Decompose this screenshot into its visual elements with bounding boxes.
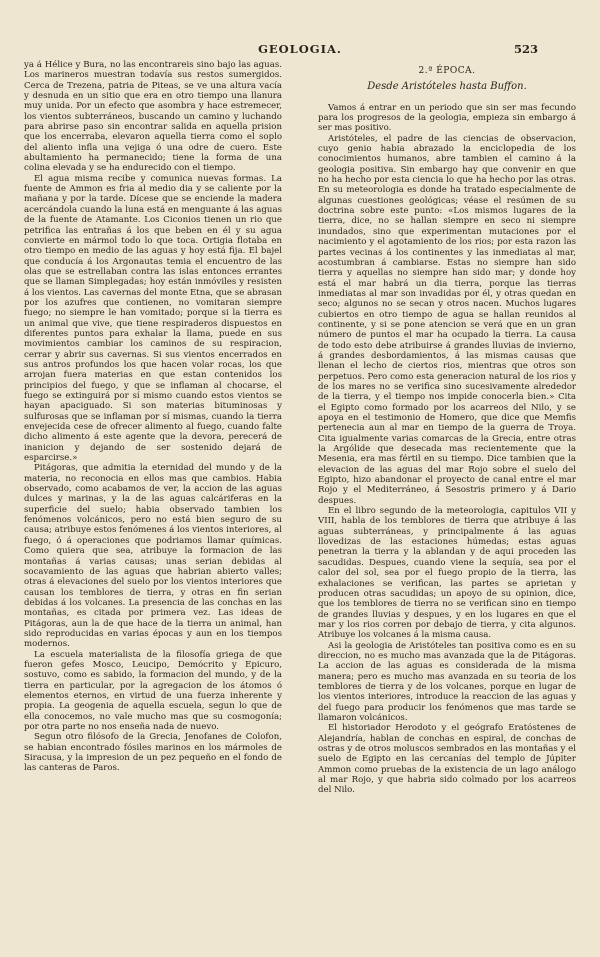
paragraph: Pitágoras, que admitia la eternidad del mundo y de la materia, no reconocia en ellos mas que cambios. Habia observado, como acabamos de ver, la accion de las aguas dulces y marinas, y la de las aguas calcáriferas en la superficie del suelo; habia observado tambien los fenómenos volcánicos, pero no está bien seguro de su causa; atribuye estos fenómenes á los vientos interiores, al fuego, ó á operaciones que podriamos llamar químicas. Como quiera que sea, atribuye la formacion de las montañas á varias causas; unas serian debidas al socavamiento de las aguas que habrian abierto valles; otras á elevaciones del suelo por los vientos interiores que causan los temblores de tierra, y otras en fin serian debidas á los volcanes. La presencia de las conchas en las montañas, es citada por primera vez. Las ideas de Pitágoras, aun la de que hace de la tierra un animal, han sido reproducidas en varias épocas y aun en los tiempos modernos. [24,463,282,650]
paragraph: La escuela materialista de la filosofía griega de que fueron gefes Mosco, Leucipo, Demócrito y Epicuro, sostuvo, como es sabido, la formacion del mundo, y de la tierra en particular, por la agregacion de los átomos ó elementos eternos, en virtud de una fuerza inherente y propia. La geogenia de aquella escuela, segun lo que de ella conocemos, no vale mucho mas que su cosmogonía; por otra parte no nos enseña nada de nuevo. [24,649,282,732]
left-column [24,60,282,774]
paragraph: Asi la geologia de Aristóteles tan positiva como es en su direccion, no es mucho mas avanzada que la de Pitágoras. La accion de las aguas es considerada de la misma manera; pero es mucho mas avanzada en su teoria de los temblores de tierra y de los volcanes, porque en lugar de los vientos interiores, introduce la reaccion de las aguas y del fuego para producir los fenómenos que mas tarde se llamaron volcánicos. [318,640,576,723]
section-label: 2.ª ÉPOCA. [418,66,476,76]
paragraph: Segun otro filósofo de la Grecia, Jenofanes de Colofon, se habian encontrado fósiles marinos en los mármoles de Siracusa, y la impresion de un pez pequeño en el fondo de las canteras de Paros. [24,732,282,774]
page-number: 523 [513,42,538,56]
section-title: Desde Aristóteles hasta Buffon. [367,81,527,93]
running-title: GEOLOGIA. [258,42,342,56]
paragraph: ya á Hélice y Bura, no las encontrareis sino bajo las aguas. Los marineros muestran todavía sus restos sumergidos. Cerca de Trezena, patria de Piteas, se ve una altura vacía y desnuda en un sitio que era en otro tiempo una llanura muy unida. Por un efecto que asombra y hace estremecer, los vientos subterráneos, buscando un camino y luchando para abrirse paso sin encontrar salida en aquella prision que los encerraba, elevaron aquella tierra como el soplo del aliento infla una vejiga ó una odre de cuero. Este abultamiento ha permanecido; tiene la forma de una colina elevada y se ha endurecido con el tiempo. [24,60,282,174]
right-column [318,60,576,796]
paragraph: El historiador Herodoto y el geógrafo Eratóstenes de Alejandría, hablan de conchas en espiral, de conchas de ostras y de otros moluscos sembrados en las montañas y el suelo de Egipto en las cercanías del templo de Júpiter Ammon como pruebas de la existencia de un lago análogo al mar Rojo, y que habria sido colmado por los acarreos del Nilo. [318,723,576,796]
paragraph: Vamos á entrar en un periodo que sin ser mas fecundo para los progresos de la geologia, empieza sin embargo á ser mas positivo. [318,102,576,134]
paragraph: El agua misma recibe y comunica nuevas formas. La fuente de Ammon es fria al medio dia y se caliente por la mañana y por la tarde. Dícese que se enciende la madera acercándola cuando la luna está en menguante á las aguas de la fuente de Atamante. Los Ciconios tienen un rio que petrifica las entrañas á los que beben en él y su agua convierte en mármol todo lo que toca. Ortigia flotaba en otro tiempo en medio de las aguas y hoy está fija. El bajel que conducía á los Argonautas temia el encuentro de las olas que se estrellaban contra las islas entonces errantes que se llaman Simplegadas; hoy están inmóviles y resisten á los vientos. Las cavernas del monte Etna, que se abrasan por los azufres que contienen, no vomitaran siempre fuego; no siempre le han vomitado; porque si la tierra es un animal que vive, que tiene respiraderos dispuestos en diferentes puntos para exhalar la llama, puede en sus movimientos cambiar los caminos de su respiracion, cerrar y abrir sus cavernas. Si sus vientos encerrados en sus antros profundos los que hacen volar rocas, los que arrojan fuera materias en que estan contenidos los principios del fuego, y que se inflaman al chocarse, el fuego se extinguirá por sí mismo cuando estos vientos se hayan apaciguado. Si son materias bituminosas y sulfurosas que se inflaman por sí mismas, cuando la tierra envejecida cese de ofrecer alimento al fuego, cuando falte dicho alimento á este agente que la devora, perecerá de inanicion y dejando de ser sostenido dejará de esparcirse.» [24,173,282,464]
paragraph: En el libro segundo de la meteorologia, capitulos VII y VIII, habla de los temblores de tierra que atribuye á las aguas subterráneas, y principalmente á las aguas llovedizas de las estaciones húmedas; estas aguas penetran la tierra y la ablandan y de aqui proceden las sacudidas. Despues, cuando viene la sequía, sea por el calor del sol, sea por el fuego propio de la tierra, las exhalaciones se verifican, las partes se aprietan y producen otras sacudidas; un apoyo de su opinion, dice, que los temblores de tierra no se verifican sino en tiempo de grandes lluvias y despues, y en los lugares en que el mar y los rios corren por debajo de tierra, y cita algunos. Atribuye los volcanes á la misma causa. [318,506,576,641]
running-header [0,42,600,58]
paragraph: Aristóteles, el padre de las ciencias de observacion, cuyo genio habia abrazado la enciclopedia de los conocimientos humanos, abre tambien el camino á la geologia positiva. Sin embargo hay que convenir en que no ha hecho por esta ciencia lo que ha hecho por las otras. En su meteorologia es donde ha tratado especialmente de algunas cuestiones geológicas; véase el resúmen de su doctrina sobre este punto: «Los mismos lugares de la tierra, dice, no se hallan siempre en seco ni siempre inundados, sino que experimentan mutaciones por el nacimiento y el agotamiento de los rios; por esta razon las partes vecinas á los continentes y las inmediatas al mar, acostumbran á cambiarse. Estas no siempre han sido tierra y aquellas no siempre han sido mar; y donde hoy está el mar habrá un dia tierra, porque las tierras inmediatas al mar son invadidas por él, y otras quedan en seco; algunos no se secan y otros nacen. Muchos lugares cubiertos en otro tiempo de agua se hallan reunidos al continente, y si se pone atencion se verá que en un gran número de puntos el mar ha ocupado la tierra. La causa de todo esto debe atribuirse á grandes lluvias de invierno, á grandes desbordamientos, á las mismas causas que llenan el lecho de ciertos rios, mientras que otros son perpetuos. Pero como esta generacion natural de los rios y de los mares no se verifica sino sucesivamente alrededor de la tierra, y el tiempo nos impide conocerla bien.» Cita el Egipto como formado por los acarreos del Nilo, y se apoya en el testimonio de Homero, que dice que Memfis pertenecia aun al mar en tiempo de la guerra de Troya. Cita igualmente varias comarcas de la Grecia, entre otras la Argólide que desecada mas recientemente que la Mesenia, era mas fértil en su tiempo. Dice tambien que la elevacion de las aguas del mar Rojo sobre el suelo del Egipto, hizo abandonar el proyecto de canal entre el mar Rojo y el Mediterráneo, á Sesostris primero y á Dario despues. [318,133,576,506]
